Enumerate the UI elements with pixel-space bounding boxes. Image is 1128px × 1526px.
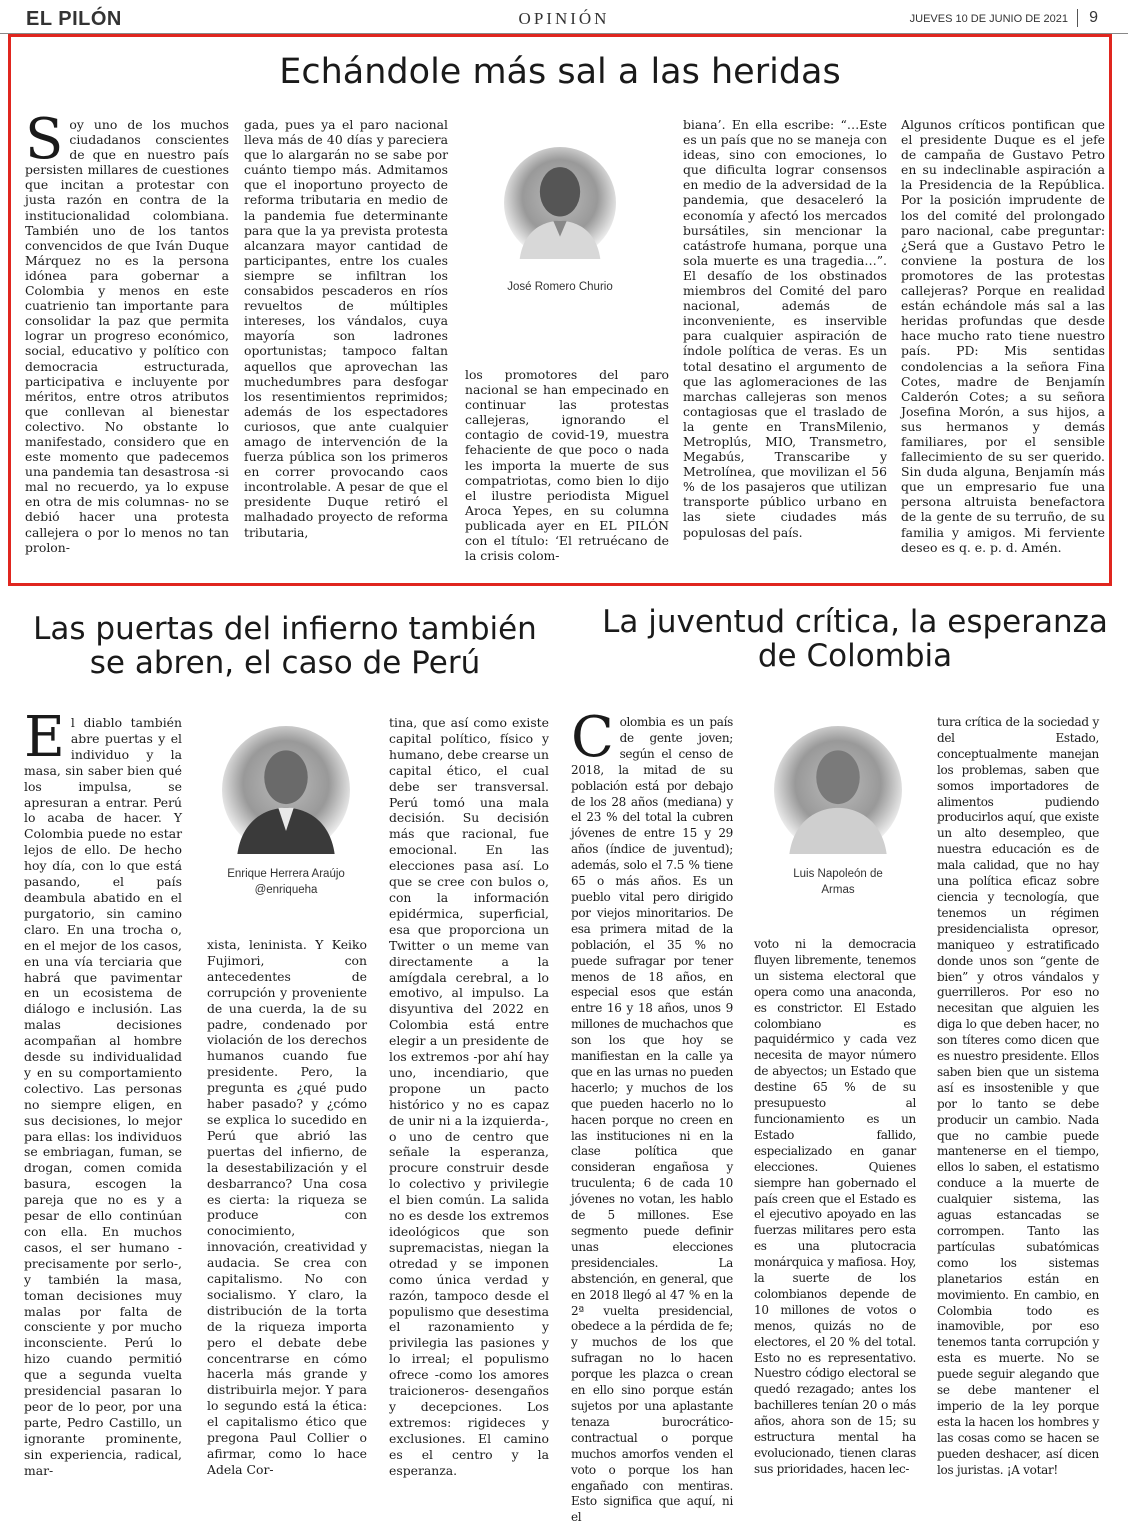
author-portrait [774,726,902,854]
newspaper-logo: EL PILÓN [26,8,122,30]
column-text: xista, leninista. Y Keiko Fujimori, con antecedentes de corrupción y proveniente de una cuerda, la de su padre, condenado por violación de los derechos humanos cuando fue presidente. Pero, la pregunta es ¿qué pudo haber pasado? y ¿cómo se explica lo sucedido en Perú que abrió las puertas del infierno, de la desestabilización y el desbarranco? Una cosa es cierta: la riqueza se produce con conocimiento, innovación, creatividad y audacia. Se crea con capitalismo. No con socialismo. Y claro, la distribución de la torta de la riqueza importa pero el debate debe concentrarse en cómo hacerla más grande y distribuirla mejor. Y para lo segundo está la ética: el capitalismo ético que pregona Paul Collier o afirmar, como lo hace Adela Cor- [207,937,367,1477]
article-column-2 [207,937,367,1477]
article-title: La juventud crítica, la esperanza de Colombia [602,604,1108,675]
person-icon [222,726,350,854]
article-column-2 [244,117,448,581]
column-text: tina, que así como existe capital político, físico y humano, debe crearse un capital ético, el cual debe ser transversal. Perú tomó una mala decisión. Su decisión más que racional, fue emocional. En las elecciones pasa así. Lo que se cree con bulos o, con la información epidérmica, superficial, esa que proporciona un Twitter o un meme van directamente a la amígdala cerebral, a lo emotivo, al impulso. La disyuntiva del 2022 en Colombia está entre elegir a un presidente de los extremos -por ahí hay uno, incendiario, que propone un pacto histórico y no es capaz de unir ni a la izquierda-, o uno de centro que señale la esperanza, procure construir desde lo colectivo y privilegie el bien común. La salida no es desde los extremos ideológicos que son supremacistas, niegan la otredad y se imponen como única verdad y razón, tampoco desde el populismo que desestima el razonamiento y privilegia las pasiones y lo irreal; el populismo ofrece -como los amores traicioneros- desengaños y decepciones. Los extremos: rigideces y exclusiones. El camino es el centro y la esperanza. [389,715,549,1478]
issue-date: JUEVES 10 DE JUNIO DE 2021 [909,13,1068,25]
article-column-1 [25,107,229,581]
person-icon [774,726,902,854]
dropcap: E [24,705,65,770]
dropcap: C [571,705,614,770]
author-name [200,866,372,898]
article-column-3 [389,715,549,1478]
column-text: los promotores del paro nacional se han empecinado en continuar las protestas callejeras, ignorando el contagio de covid-19, muestra fehaciente de que poco o nada les importa la muerte de sus compatriotas, como bien lo dijo el ilustre periodista Miguel Aroca Yepes, en su columna publicada ayer en EL PILÓN con el título: ‘El retruécano de la crisis colom- [465,367,669,564]
article-title: Las puertas del infierno también se abren, el caso de Perú [33,611,537,682]
author-name-line-1: Luis Napoleón de [793,868,883,880]
column-text: Algunos críticos pontifican que el presidente Duque es el jefe de campaña de Gustavo Petro en su indeclinable aspiración a la Presidencia de la República. Por la posición imprudente de los del comité del prolongado paro nacional, cabe preguntar: ¿Será que a Gustavo Petro le conviene la postura de los promotores de las protestas callejeras? Porque en realidad están echándole más sal a las heridas profundas que desde hace mucho rato tiene nuestro país. PD: Mis sentidas condolencias a la señora Fina Cotes, madre de Benjamín Calderón Cotes; a su señora Josefina Morón, a sus hijos, a sus hermanos y demás familiares, por el sensible fallecimiento de su ser querido. Sin duda alguna, Benjamín más que un empresario fue una persona altruista benefactora de la gente de su terruño, de su familia y amigos. Mi ferviente deseo es q. e. p. d. Amén. [901,117,1105,555]
column-text: gada, pues ya el paro nacional lleva más de 40 días y pareciera que lo alargarán no se sabe por cuánto tiempo más. Admitamos que el inoportuno proyecto de reforma tributaria en medio de la pandemia fue determinante para que la ya prevista protesta alcanzara mayor cantidad de participantes, entre los cuales siempre se infiltran los consabidos pescaderos en ríos revueltos de múltiples intereses, los vándalos, cuya mayoría son ladrones oportunistas; tampoco faltan aquellos que aprovechan las muchedumbres para desfogar los resentimientos reprimidos; además de los espectadores curiosos, que ante cualquier amago de intervención de la fuerza pública son los primeros en correr provocando caos incontrolable. A pesar de que el presidente Duque retiró el malhadado proyecto de reforma tributaria, [244,117,448,540]
column-text: l diablo también abre puertas y el individuo y la masa, sin saber bien qué los impulsa, se apresuran a entrar. Perú lo acaba de hacer. Y Colombia puede no estar lejos de ello. De hecho hoy día, con lo que está pasando, el país deambula abatido en el purgatorio, sin camino claro. En una trocha o, en el mejor de los casos, en una vía terciaria que habrá que pavimentar en un ecosistema de diálogo e inclusión. Las malas decisiones acompañan al hombre desde su individualidad y en su comportamiento colectivo. Las personas no siempre eligen, en sus decisiones, lo mejor para ellas: los individuos se embriagan, fuman, se drogan, comen comida basura, escogen la pareja que no es y a pesar de ello continúan con ella. En muchos casos, el ser humano -precisamente por serlo-, y también la masa, toman decisiones muy malas por falta de consciente y por mucho inconsciente. Perú lo hizo cuando permitió que a segunda vuelta presidencial pasaran lo peor de lo peor, por una parte, Pedro Castillo, un ignorante prominente, sin experiencia, radical, mar- [24,715,182,1478]
article-column-5 [901,117,1105,581]
author-portrait [222,726,350,854]
column-text: olombia es un país de gente joven; según el censo de 2018, la mitad de su población está por debajo de los 28 años (mediana) y el 23 % del total la cubren jóvenes de entre 15 y 29 años (índice de juventud); además, solo el 7.5 % tiene 65 o más años. Es un pueblo vital pero dirigido por viejos minoritarios. De esa primera mitad de la población, el 35 % no puede sufragar por tener menos de 18 años, en especial esos que están entre 16 y 18 años, unos 9 millones de muchachos que son los que hoy se manifiestan en la calle ya que en las urnas no pueden hacerlo; y muchos de los que pueden hacerlo no lo hacen porque no creen en las instituciones ni en la clase política que consideran engañosa y truculenta; 6 de cada 10 jóvenes no votan, les hablo de 5 millones. Ese segmento puede definir unas elecciones presidenciales. La abstención, en general, que en 2018 llegó al 47 % en la 2ª vuelta presidencial, obedece a la pérdida de fe; y muchos de los que sufragan no lo hacen porque les plazca o crean en ello sino porque están sujetos por una aplastante tenaza burocrático-contractual o porque muchos amorfos venden el voto o porque los han engañado con mentiras. Esto significa que aquí, ni el [571,715,733,1525]
author-portrait [504,147,616,259]
section-title: OPINIÓN [518,9,610,28]
author-name-line-2: Armas [821,884,855,896]
page-header [0,0,1128,34]
dropcap: S [25,107,64,172]
author-name [750,866,926,898]
column-text: tura crítica de la sociedad y del Estado, conceptualmente manejan los problemas, saben que somos importadores de alimentos pudiendo producirlos aquí, que existe un alto desempleo, que nuestra educación es de mala calidad, que no hay una política eficaz sobre ciencia y tecnología, que tenemos un régimen presidencialista opresor, maniqueo y estratificado donde unos son “gente de bien” y otros vándalos y guerrilleros. Por eso no necesitan que alguien les diga lo que deben hacer, no son títeres como dicen que es nuestro presidente. Ellos saben bien que un sistema así es insostenible y que por lo tanto se debe producir un cambio. Nada que no cambie puede mantenerse en el tiempo, ellos lo saben, el estatismo conduce a la muerte de cualquier sistema, las aguas estancadas se corrompen. Tanto las partículas subatómicas como los sistemas planetarios están en movimiento. En cambio, en Colombia todo es inamovible, por eso tenemos tanta corrupción y esta es muerte. No se puede seguir alegando que se debe mantener el imperio de la ley porque esta la hacen los hombres y las cosas como se hacen se pueden deshacer, así dicen los juristas. ¡A votar! [937,715,1099,1477]
article-echandole [8,34,1112,586]
column-text: oy uno de los muchos ciudadanos conscientes de que en nuestro país persisten millares de cuestiones que incitan a protestar con justa razón en contra de la institucionalidad colombiana. También uno de los tantos convencidos de que Iván Duque Márquez no es la persona idónea para gobernar a Colombia y menos en este cuatrienio tan importante para consolidar la paz que permita lograr un progreso económico, social, educativo y político con democracia estructurada, participativa e incluyente por méritos, entre otros atributos que conllevan al bienestar colectivo. No obstante lo manifestado, considero que en este momento que padecemos una pandemia tan desastrosa -si mal no recuerdo, ya lo expuse en otra de mis columnas- no se debió hacer una protesta callejera o por lo menos no tan prolon- [25,117,229,555]
author-handle: @enriqueha [254,884,318,896]
article-column-4 [683,117,887,581]
article-column-2 [754,937,916,1476]
header-divider [1077,9,1078,27]
column-text: voto ni la democracia fluyen libremente, tenemos un sistema electoral que opera como una anaconda, es constrictor. El Estado colombiano es paquidérmico y cada vez necesita de mayor número de abyectos; un Estado que destine 65 % de su presupuesto al funcionamiento es un Estado fallido, especializado en ganar elecciones. Quienes siempre han gobernado el país creen que el Estado es el ejecutivo apoyado en las fuerzas militares pero esta es una plutocracia monárquica y mafiosa. Hoy, la suerte de los colombianos depende de 10 millones de votos o menos, quizás no de electores, el 20 % del total. Esto no es representativo. Nuestro código electoral se quedó rezagado; antes los bachilleres tenían 20 o más años, ahora son de 15; su estructura mental ha evolucionado, tienen claras sus prioridades, hacen lec- [754,937,916,1476]
article-column-3 [465,367,669,581]
page-number: 9 [1089,9,1098,26]
article-column-3 [937,715,1099,1477]
author-full-name: Enrique Herrera Araújo [227,868,345,880]
person-icon [504,147,616,259]
article-column-1 [24,705,182,1478]
article-column-1 [571,705,733,1525]
author-name: José Romero Churio [507,281,613,293]
column-text: biana’. En ella escribe: “…Este es un país que no se maneja con ideas, sino con emociones, lo que dificulta lograr consensos en medio de la adversidad de la pandemia, que desaceleró la economía y afectó los mercados bursátiles, sin mencionar la catástrofe humana, porque una sola muerte es una tragedia…”. El desafío de los obstinados miembros del Comité del paro nacional, además de inconveniente, es inservible para cualquier aspiración de índole política de veras. Es un total desatino el argumento de que las aglomeraciones de las marchas callejeras son menos contagiosas que el traslado de la gente en TransMilenio, Metroplús, MIO, Transmetro, Megabús, Transcaribe y Metrolínea, que movilizan el 56 % de los pasajeros que utilizan transporte público urbano en las siete ciudades más populosas del país. [683,117,887,540]
article-title: Echándole más sal a las heridas [279,52,841,92]
